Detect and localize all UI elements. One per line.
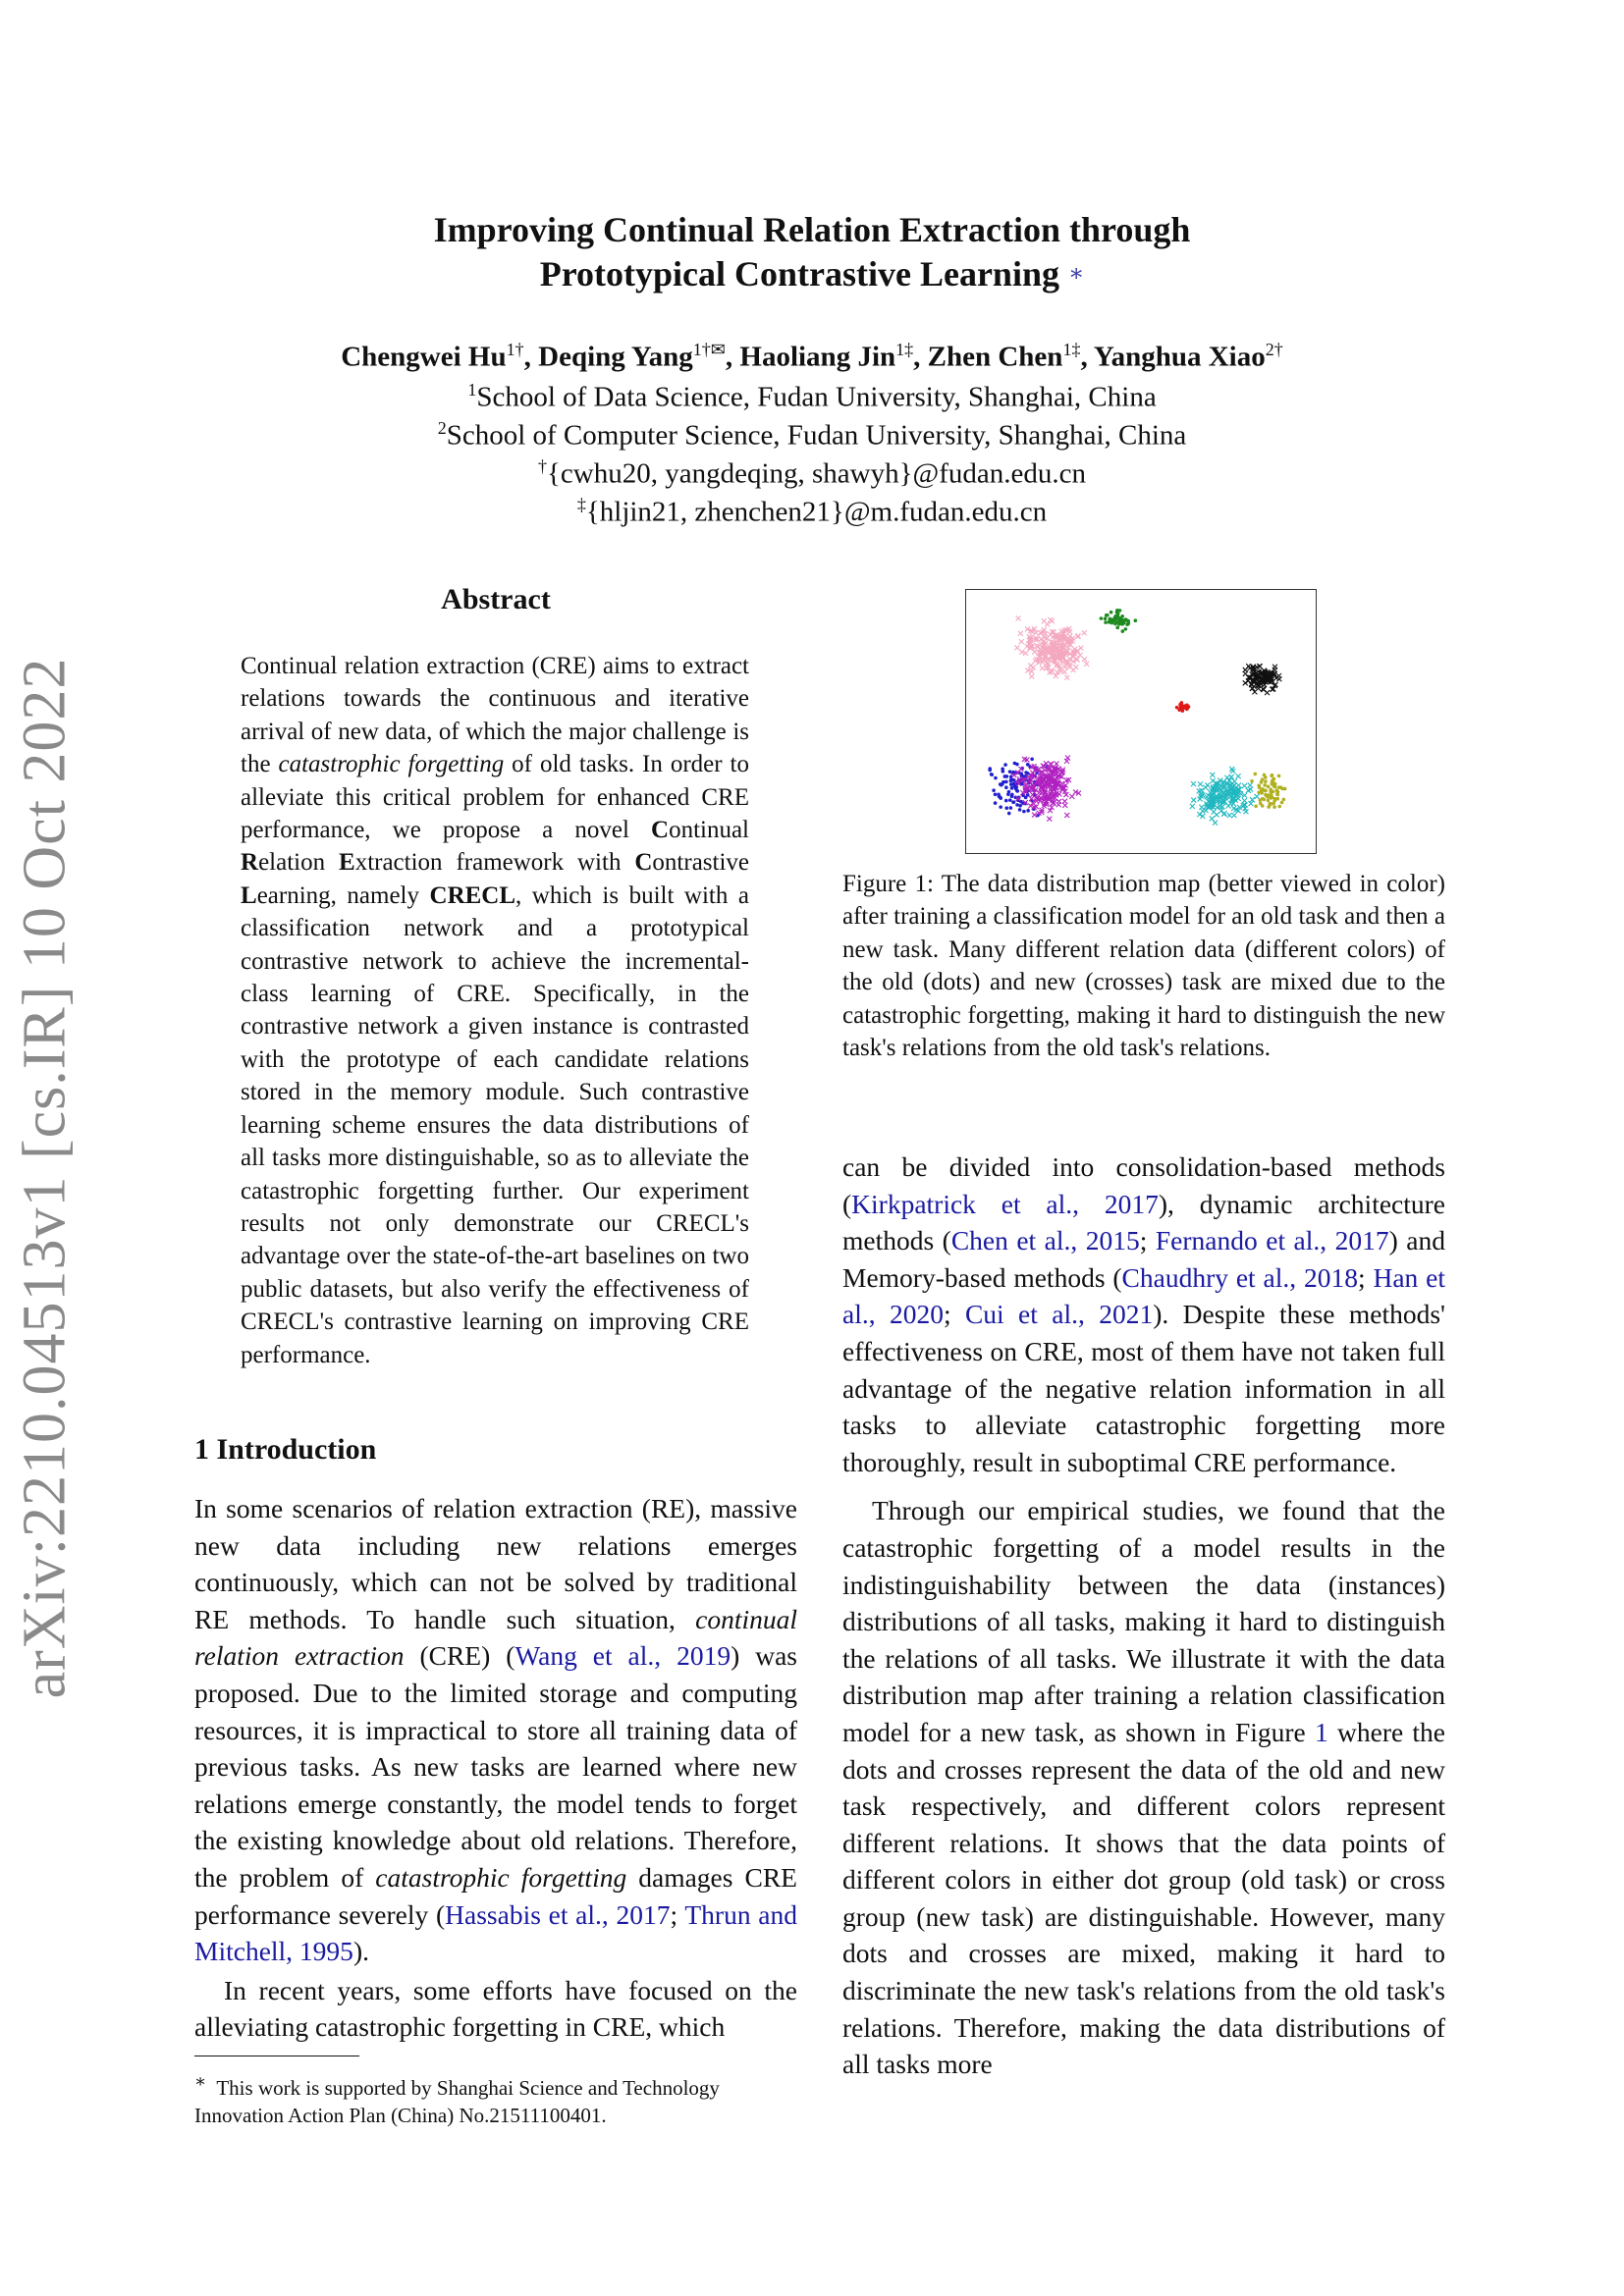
citation-link[interactable]: Chaudhry et al., 2018 bbox=[1121, 1261, 1358, 1293]
cyan-cross-point bbox=[1231, 813, 1236, 818]
citation-link[interactable]: Hassabis et al., 2017 bbox=[445, 1898, 671, 1930]
blue-dot-point bbox=[1008, 798, 1012, 802]
acronym-letter: C bbox=[634, 849, 653, 877]
pink-cross-point bbox=[1032, 650, 1037, 655]
olive-dot-point bbox=[1283, 787, 1287, 791]
olive-dot-point bbox=[1277, 774, 1281, 778]
introduction-heading: 1 Introduction bbox=[194, 1433, 377, 1466]
cyan-cross-point bbox=[1255, 794, 1260, 799]
author-sup: 1†✉ bbox=[692, 340, 726, 359]
abstract-text: elation bbox=[258, 849, 339, 877]
pink-cross-point bbox=[1042, 618, 1047, 623]
cyan-cross-point bbox=[1227, 813, 1232, 818]
figure-reference-link[interactable]: 1 bbox=[1315, 1716, 1328, 1747]
olive-dot-point bbox=[1264, 789, 1268, 793]
cyan-cross-point bbox=[1212, 810, 1217, 815]
pink-cross-point bbox=[1048, 617, 1053, 622]
olive-dot-point bbox=[1262, 798, 1266, 802]
olive-dot-point bbox=[1264, 775, 1268, 779]
left-column bbox=[194, 1490, 797, 2046]
pink-cross-point bbox=[1062, 665, 1067, 669]
blue-dot-point bbox=[1018, 804, 1022, 808]
green-dot-point bbox=[1134, 618, 1138, 622]
green-dot-point bbox=[1110, 611, 1113, 614]
green-dot-point bbox=[1118, 609, 1122, 613]
citation-link[interactable]: Cui et al., 2021 bbox=[964, 1299, 1154, 1330]
author-name: Haoliang Jin bbox=[739, 341, 896, 373]
citation-link[interactable]: Fernando et al., 2017 bbox=[1155, 1225, 1389, 1256]
citation-link[interactable]: Han et al., 2020 bbox=[842, 1261, 1445, 1330]
olive-dot-point bbox=[1277, 785, 1281, 789]
pink-cross-point bbox=[1082, 657, 1087, 662]
purple-cross-point bbox=[1062, 799, 1067, 804]
olive-dot-point bbox=[1280, 801, 1284, 805]
arxiv-id: arXiv:2210.04513v1 [cs.IR] 10 Oct 2022 bbox=[11, 657, 79, 1699]
email-line-2 bbox=[0, 485, 1624, 532]
cyan-cross-point bbox=[1198, 781, 1203, 786]
cyan-cross-point bbox=[1229, 767, 1234, 772]
olive-dot-point bbox=[1264, 779, 1268, 783]
pink-cross-point bbox=[1028, 664, 1033, 668]
green-dot-point bbox=[1114, 615, 1118, 619]
blue-dot-point bbox=[1015, 803, 1019, 807]
black-cross-point bbox=[1243, 680, 1248, 685]
pink-cross-point bbox=[1016, 615, 1021, 620]
blue-dot-point bbox=[1015, 763, 1019, 767]
pink-cross-point bbox=[1019, 639, 1024, 644]
author-sup: 1† bbox=[506, 340, 524, 359]
intro-paragraph-1 bbox=[194, 1490, 797, 1970]
body-emphasis: catastrophic forgetting bbox=[375, 1861, 627, 1893]
body-text: Through our empirical studies, we found that the catastrophic forgetting of a model results in the indistinguishability between the data (instances) distributions of all tasks, making it hard to distinguish the relations of all tasks. We illustrate it with the data distribution map after training a relation classification model for a new task, as shown in Figure bbox=[842, 1495, 1445, 1747]
olive-dot-point bbox=[1272, 779, 1275, 783]
olive-dot-point bbox=[1258, 785, 1262, 789]
olive-dot-point bbox=[1272, 805, 1276, 809]
author-list: Chengwei $Hu^{1\dagger}$, Deqing Yang$^{1\dagger✉}$, Haoliang Jin$^{1\ddagger}$, Zhen Chen$^{1\ddagger}$, Yanghua Xiao$^{2\dagger}$ bbox=[341, 340, 1283, 373]
abstract-emphasis: catastrophic forgetting bbox=[278, 751, 505, 778]
black-cross-point bbox=[1246, 664, 1251, 668]
figure-1-caption: Figure 1: The data distribution map (better viewed in color) after training a classification model for an old task and then a new task. Many different relation data (different colors) of the old (dots) and new (crosses) task are mixed due to the catastrophic forgetting, making it hard to distinguish the new task's relations from the old task's relations. bbox=[842, 871, 1445, 1062]
author-sup: 1‡ bbox=[895, 340, 914, 359]
abstract-body bbox=[241, 650, 749, 1371]
blue-dot-point bbox=[1004, 774, 1008, 778]
acronym-letter: E bbox=[339, 849, 355, 877]
right-paragraph-2 bbox=[842, 1492, 1445, 2083]
title-line-1: Improving Continual Relation Extraction through bbox=[433, 210, 1191, 249]
pink-cross-point bbox=[1082, 630, 1087, 635]
green-dot-point bbox=[1104, 617, 1108, 621]
purple-cross-point bbox=[1064, 813, 1069, 818]
cyan-cross-point bbox=[1211, 778, 1216, 783]
right-column bbox=[842, 1148, 1445, 2083]
olive-dot-point bbox=[1269, 787, 1272, 791]
body-text: can be divided into consolidation-based methods ( bbox=[842, 1151, 1445, 1219]
cyan-cross-point bbox=[1213, 821, 1218, 826]
abstract-text: of old tasks. In order to alleviate this critical problem for enhanced CRE performance, we propose a novel bbox=[241, 751, 749, 844]
olive-dot-point bbox=[1264, 793, 1268, 797]
citation-link[interactable]: Kirkpatrick et al., 2017 bbox=[851, 1188, 1159, 1219]
black-crosses-cluster bbox=[1243, 664, 1282, 695]
blue-dot-point bbox=[1026, 809, 1030, 813]
abstract-text: Continual relation extraction (CRE) aims to extract relations towards the continuous and iterative arrival of new data, of which the major challenge is the bbox=[241, 653, 749, 778]
olive-dot-point bbox=[1271, 774, 1274, 777]
pink-cross-point bbox=[1084, 662, 1089, 667]
body-text: ). bbox=[352, 1936, 369, 1967]
purple-cross-point bbox=[1032, 813, 1037, 818]
olive-dot-point bbox=[1275, 797, 1279, 801]
olive-dot-point bbox=[1253, 773, 1257, 776]
green-dot-point bbox=[1120, 614, 1124, 618]
intro-paragraph-2: In recent years, some efforts have focused on the alleviating catastrophic forgetting in CRE, which bbox=[194, 1974, 797, 2043]
footnote-marker: ∗ bbox=[194, 2071, 207, 2091]
green-dot-point bbox=[1115, 626, 1119, 630]
author-name: Deqing Yang bbox=[538, 341, 693, 373]
citation-separator: ; bbox=[943, 1299, 965, 1330]
body-text: (CRE) ( bbox=[404, 1640, 515, 1672]
green-dot-point bbox=[1125, 618, 1129, 622]
pink-cross-point bbox=[1018, 631, 1023, 636]
citation-separator: ; bbox=[1139, 1225, 1156, 1256]
cyan-cross-point bbox=[1221, 812, 1226, 817]
affiliation-sup: 1 bbox=[467, 380, 477, 400]
pink-cross-point bbox=[1078, 646, 1083, 651]
olive-dot-point bbox=[1261, 777, 1265, 781]
email-text: {hljin21, zhenchen21}@m.fudan.edu.cn bbox=[585, 496, 1048, 528]
cyan-cross-point bbox=[1231, 806, 1236, 811]
blue-dot-point bbox=[994, 792, 998, 796]
blue-dot-point bbox=[1001, 770, 1005, 774]
figure-1-distribution-map bbox=[965, 589, 1317, 854]
cyan-cross-point bbox=[1242, 783, 1247, 788]
olive-dot-point bbox=[1272, 799, 1276, 803]
black-cross-point bbox=[1272, 665, 1277, 669]
body-text: ). Despite these methods' effectiveness on CRE, most of them have not taken full advantage of the negative relation information in all tasks to alleviate catastrophic forgetting more thoroughly, result in suboptimal CRE performance. bbox=[842, 1299, 1445, 1477]
blue-dot-point bbox=[990, 773, 994, 776]
author-name: Yanghua Xiao bbox=[1093, 341, 1266, 373]
body-text: where the dots and crosses represent the data of the old and new task respectively, and different colors represent different relations. It shows that the data points of different colors in either dot group (old task) or cross group (new task) are distinguishable. However, many dots and crosses are mixed, making it hard to discriminate the new task's relations from the old task's relations. Therefore, making the data distributions of all tasks more bbox=[842, 1716, 1446, 2080]
abstract-text: , which is built with a classification network and a prototypical contrastive network to achieve the incremental-class learning of CRE. Specifically, in the contrastive network a given instance is contrasted with the prototype of each candidate relations stored in the memory module. Such contrastive learning scheme ensures the data distributions of all tasks more distinguishable, so as to alleviate the catastrophic forgetting further. Our experiment results not only demonstrate our CRECL's advantage over the state-of-the-art baselines on two public datasets, but also verify the effectiveness of CRECL's contrastive learning on improving CRE performance. bbox=[241, 881, 749, 1368]
olive-dot-point bbox=[1268, 802, 1272, 806]
abstract-text: earning, namely bbox=[256, 881, 430, 909]
author-name: Zhen Chen bbox=[927, 341, 1063, 373]
cyan-cross-point bbox=[1210, 816, 1215, 821]
body-text: In some scenarios of relation extraction (RE), massive new data including new relations emerges continuously, which can not be solved by traditional RE methods. To handle such situation, bbox=[194, 1493, 797, 1634]
green-dot-point bbox=[1106, 614, 1110, 617]
blue-dot-point bbox=[994, 801, 998, 805]
green-dots-cluster bbox=[1100, 609, 1138, 633]
email-text: {cwhu20, yangdeqing, shawyh}@fudan.edu.cn bbox=[546, 457, 1087, 490]
abstract-text: ontinual bbox=[669, 817, 749, 844]
pink-cross-point bbox=[1019, 650, 1024, 655]
cyan-cross-point bbox=[1210, 773, 1215, 777]
olive-dot-point bbox=[1263, 783, 1267, 787]
olive-dot-point bbox=[1275, 788, 1279, 792]
body-text: ) was proposed. Due to the limited storage and computing resources, it is impractical to store all training data of previous tasks. As new tasks are learned where new relations emerge constantly, the model tends to forget the existing knowledge about old relations. Therefore, the problem of bbox=[194, 1640, 797, 1893]
purple-cross-point bbox=[1056, 799, 1061, 804]
olive-dot-point bbox=[1270, 793, 1273, 797]
blue-dot-point bbox=[1018, 808, 1022, 812]
cyan-cross-point bbox=[1248, 782, 1253, 787]
blue-dot-point bbox=[1024, 771, 1028, 774]
blue-dot-point bbox=[1004, 785, 1008, 789]
olive-dot-point bbox=[1254, 805, 1258, 809]
citation-link[interactable]: Wang et al., 2019 bbox=[514, 1640, 731, 1672]
author-sup: 1‡ bbox=[1062, 340, 1081, 359]
blue-dot-point bbox=[1004, 799, 1008, 803]
blue-dot-point bbox=[1009, 806, 1013, 810]
scatter-plot bbox=[966, 590, 1316, 853]
affiliation-text: School of Computer Science, Fudan University, Shanghai, China bbox=[446, 419, 1187, 452]
title-line-2 bbox=[0, 252, 1624, 296]
blue-dot-point bbox=[1010, 786, 1014, 790]
body-text: ) and Memory-based methods ( bbox=[842, 1225, 1445, 1293]
green-dot-point bbox=[1121, 629, 1125, 633]
blue-dot-point bbox=[1022, 810, 1026, 814]
olive-dot-point bbox=[1267, 799, 1271, 803]
abstract-text: ontrastive bbox=[652, 849, 750, 877]
affiliation-text: School of Data Science, Fudan University, Shanghai, China bbox=[476, 381, 1157, 413]
blue-dot-point bbox=[1008, 770, 1012, 774]
pink-cross-point bbox=[1067, 665, 1072, 669]
green-dot-point bbox=[1124, 627, 1128, 631]
cyan-cross-point bbox=[1190, 804, 1195, 809]
body-emphasis: continual relation extraction bbox=[194, 1603, 797, 1672]
olive-dot-point bbox=[1267, 784, 1271, 788]
pink-cross-point bbox=[1064, 675, 1069, 680]
acronym-letter: L bbox=[241, 881, 257, 909]
body-text: ), dynamic architecture methods ( bbox=[842, 1188, 1446, 1256]
right-paragraph-1 bbox=[842, 1148, 1445, 1480]
body-text: damages CRE performance severely ( bbox=[194, 1861, 797, 1930]
purple-cross-point bbox=[1047, 817, 1052, 822]
olive-dot-point bbox=[1261, 787, 1265, 791]
blue-dot-point bbox=[1007, 812, 1011, 816]
pink-cross-point bbox=[1040, 666, 1045, 670]
cyan-cross-point bbox=[1191, 781, 1196, 786]
blue-dot-point bbox=[999, 805, 1002, 809]
green-dot-point bbox=[1104, 620, 1108, 624]
olive-dot-point bbox=[1282, 798, 1286, 802]
olive-dot-point bbox=[1259, 802, 1263, 806]
cyan-cross-point bbox=[1236, 782, 1241, 787]
cyan-cross-point bbox=[1242, 798, 1247, 803]
pink-cross-point bbox=[1029, 669, 1034, 674]
red-dot-point bbox=[1179, 704, 1183, 708]
blue-dot-point bbox=[1010, 793, 1014, 797]
pink-cross-point bbox=[1075, 633, 1080, 638]
pink-cross-point bbox=[1078, 653, 1083, 658]
blue-dot-point bbox=[1024, 796, 1028, 800]
blue-dot-point bbox=[1030, 757, 1034, 761]
green-dot-point bbox=[1110, 618, 1114, 622]
blue-dot-point bbox=[1006, 792, 1010, 796]
olive-dot-point bbox=[1267, 805, 1271, 809]
cyan-cross-point bbox=[1191, 798, 1196, 803]
purple-cross-point bbox=[1048, 762, 1053, 767]
red-dot-point bbox=[1175, 706, 1179, 710]
blue-dot-point bbox=[998, 794, 1001, 798]
olive-dot-point bbox=[1273, 785, 1277, 789]
email-sup: † bbox=[537, 456, 547, 476]
author-sup: 2† bbox=[1265, 340, 1283, 359]
cyan-crosses-cluster bbox=[1190, 767, 1260, 826]
pink-cross-point bbox=[1029, 674, 1034, 679]
footnote-text: This work is supported by Shanghai Science and Technology Innovation Action Plan (China) No.21511100401. bbox=[194, 2076, 720, 2127]
email-sup: ‡ bbox=[576, 495, 586, 514]
pink-crosses-cluster bbox=[1014, 615, 1089, 679]
abstract-heading: Abstract bbox=[441, 583, 551, 615]
pink-cross-point bbox=[1025, 668, 1030, 673]
citation-separator: ; bbox=[1357, 1261, 1374, 1293]
model-name: CRECL bbox=[429, 881, 516, 909]
citation-link[interactable]: Chen et al., 2015 bbox=[950, 1225, 1140, 1256]
cyan-cross-point bbox=[1236, 774, 1241, 778]
green-dot-point bbox=[1100, 616, 1104, 620]
pink-cross-point bbox=[1023, 651, 1028, 656]
blue-dot-point bbox=[1003, 763, 1007, 767]
olive-dot-point bbox=[1277, 805, 1281, 809]
affiliation-sup: 2 bbox=[437, 418, 447, 438]
blue-dot-point bbox=[994, 776, 998, 780]
cyan-cross-point bbox=[1200, 809, 1205, 814]
title-footnote-marker[interactable]: ∗ bbox=[1067, 261, 1085, 287]
olive-dot-point bbox=[1275, 792, 1279, 796]
acronym-letter: R bbox=[241, 849, 259, 877]
red-dots-cluster bbox=[1175, 701, 1190, 713]
citation-link[interactable]: Thrun and Mitchell, 1995 bbox=[194, 1898, 797, 1967]
footnote bbox=[194, 2067, 797, 2129]
cyan-cross-point bbox=[1203, 785, 1208, 790]
citation-separator: ; bbox=[670, 1898, 685, 1930]
green-dot-point bbox=[1113, 619, 1117, 623]
acronym-letter: C bbox=[651, 817, 670, 844]
olive-dot-point bbox=[1259, 798, 1263, 802]
blue-dot-point bbox=[1011, 800, 1015, 804]
olive-dots-cluster bbox=[1250, 773, 1286, 809]
blue-dot-point bbox=[988, 767, 992, 771]
blue-dot-point bbox=[992, 788, 996, 792]
pink-cross-point bbox=[1014, 645, 1019, 650]
olive-dot-point bbox=[1250, 779, 1254, 783]
black-cross-point bbox=[1276, 673, 1281, 678]
paper-title bbox=[0, 208, 1624, 296]
abstract-text: xtraction framework with bbox=[354, 849, 635, 877]
title-line-2-text: Prototypical Contrastive Learning bbox=[539, 254, 1059, 294]
blue-dot-point bbox=[1004, 806, 1008, 810]
author-name: Chengwei Hu bbox=[341, 341, 507, 373]
blue-dot-point bbox=[1000, 783, 1003, 787]
red-dot-point bbox=[1186, 706, 1190, 710]
pink-cross-point bbox=[1073, 665, 1078, 669]
